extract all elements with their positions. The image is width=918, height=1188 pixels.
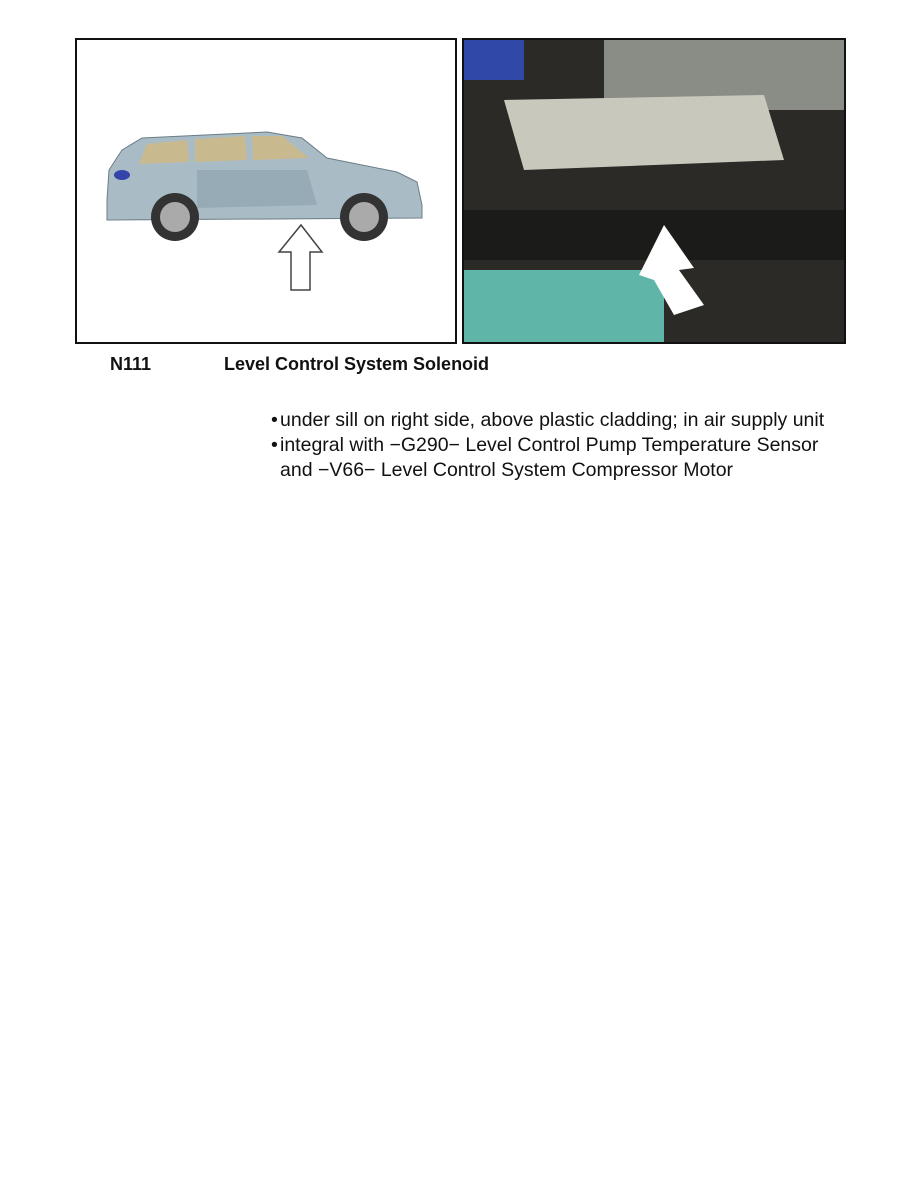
location-notes — [272, 408, 842, 483]
bullet-text: integral with −G290− Level Control Pump Temperature Sensor and −V66− Level Control System Compressor Motor — [280, 434, 819, 481]
bullet-icon: • — [271, 409, 278, 431]
list-item — [272, 433, 842, 483]
component-code: N111 — [110, 354, 152, 374]
bullet-icon: • — [271, 434, 278, 456]
component-location-photo — [462, 38, 846, 344]
list-item — [272, 408, 842, 433]
component-title: Level Control System Solenoid — [224, 354, 490, 374]
vehicle-location-illustration — [75, 38, 457, 344]
bullet-text: under sill on right side, above plastic cladding; in air supply unit — [280, 409, 825, 431]
